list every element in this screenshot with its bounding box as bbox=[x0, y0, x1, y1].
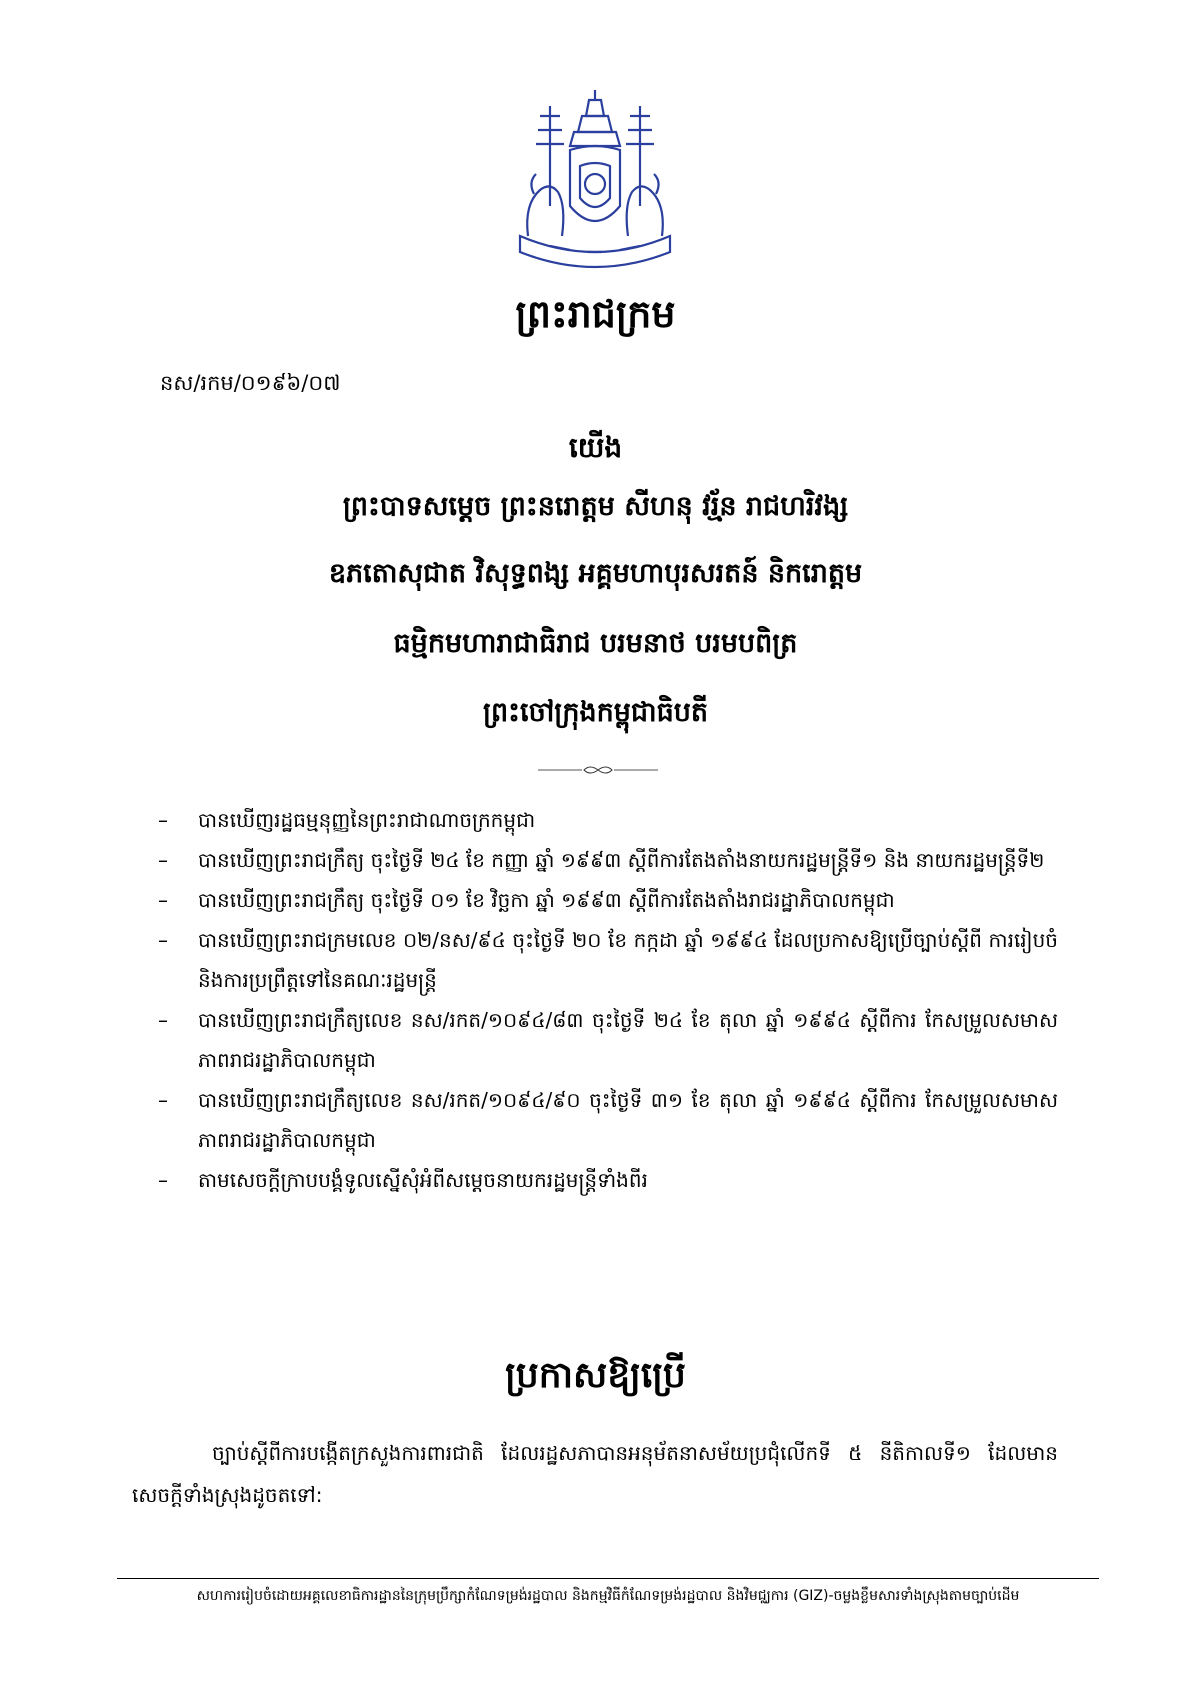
list-item bbox=[158, 1160, 1058, 1200]
bullet-dash: – bbox=[158, 888, 168, 912]
promulgation-text: ច្បាប់ស្តីពីការបង្កើតក្រសួងការពារជាតិ ដែលរដ្ឋសភាបានអនុម័តនាសម័យប្រជុំលើកទី ៥ នីតិកាលទី១ ដែលមានសេចក្តីទាំងស្រុងដូចតទៅ: bbox=[132, 1441, 1058, 1507]
consideration-text: បានឃើញព្រះរាជក្រមលេខ ០២/នស/៩៤ ចុះថ្ងៃទី ២០ ខែ កក្កដា ឆ្នាំ ១៩៩៤ ដែលប្រកាសឱ្យប្រើច្បាប់ស្តីពី ការរៀបចំនិងការប្រព្រឹត្តទៅនៃគណៈរដ្ឋមន្ត្រី bbox=[198, 928, 1058, 992]
bullet-dash: – bbox=[158, 1168, 168, 1192]
list-item bbox=[158, 800, 1058, 840]
royal-arms-emblem-icon bbox=[510, 86, 680, 276]
reference-number: នស/រកម/០១៩៦/០៧ bbox=[160, 371, 341, 395]
list-item bbox=[158, 880, 1058, 920]
divider-ornament-icon bbox=[538, 764, 658, 776]
footer-note: សហការរៀបចំដោយអគ្គលេខាធិការដ្ឋាននៃក្រុមប្រឹក្សាកំណែទម្រង់រដ្ឋបាល និងកម្មវិធីកំណែទម្រង់រដ្ឋបាល និងវិមជ្ឈការ (GIZ)-ចម្លងខ្លឹមសារទាំងស្រុងតាមច្បាប់ដើម bbox=[196, 1588, 1020, 1604]
bullet-dash: – bbox=[158, 808, 168, 832]
consideration-text: តាមសេចក្តីក្រាបបង្គំទូលស្នើសុំអំពីសម្តេចនាយករដ្ឋមន្ត្រីទាំងពីរ bbox=[198, 1168, 648, 1192]
sovereign-title-line-4: ព្រះចៅក្រុងកម្ពុជាធិបតី bbox=[482, 697, 709, 728]
sovereign-title-line-1: ព្រះបាទសម្តេច ព្រះនរោត្តម សីហនុ វរ្ម័ន រាជហរិវង្ស bbox=[342, 491, 849, 522]
list-item bbox=[158, 920, 1058, 1000]
list-item bbox=[158, 840, 1058, 880]
promulgation-heading: ប្រកាសឱ្យប្រើ bbox=[505, 1355, 686, 1396]
bullet-dash: – bbox=[158, 1008, 168, 1032]
bullet-dash: – bbox=[158, 848, 168, 872]
consideration-text: បានឃើញព្រះរាជក្រឹត្យលេខ នស/រកត/១០៩៤/៨៣ ចុះថ្ងៃទី ២៤ ខែ តុលា ឆ្នាំ ១៩៩៤ ស្តីពីការ កែសម្រួលសមាសភាពរាជរដ្ឋាភិបាលកម្ពុជា bbox=[198, 1008, 1058, 1072]
bullet-dash: – bbox=[158, 1088, 168, 1112]
footer-divider bbox=[117, 1578, 1099, 1579]
list-item bbox=[158, 1080, 1058, 1160]
list-item bbox=[158, 1000, 1058, 1080]
bullet-dash: – bbox=[158, 928, 168, 952]
decree-title: ព្រះរាជក្រម bbox=[515, 292, 676, 336]
considerations-list bbox=[158, 800, 1058, 1200]
consideration-text: បានឃើញរដ្ឋធម្មនុញ្ញនៃព្រះរាជាណាចក្រកម្ពុជា bbox=[198, 808, 536, 832]
consideration-text: បានឃើញព្រះរាជក្រឹត្យលេខ នស/រកត/១០៩៤/៩០ ចុះថ្ងៃទី ៣១ ខែ តុលា ឆ្នាំ ១៩៩៤ ស្តីពីការ កែសម្រួលសមាសភាពរាជរដ្ឋាភិបាលកម្ពុជា bbox=[198, 1088, 1058, 1152]
consideration-text: បានឃើញព្រះរាជក្រឹត្យ ចុះថ្ងៃទី ០១ ខែ វិច្ឆកា ឆ្នាំ ១៩៩៣ ស្តីពីការតែងតាំងរាជរដ្ឋាភិបាលកម្ពុជា bbox=[198, 888, 895, 912]
sovereign-title-line-3: ធម្មិកមហារាជាធិរាជ បរមនាថ បរមបពិត្រ bbox=[393, 628, 798, 659]
sovereign-title-line-2: ឧភតោសុជាត វិសុទ្ធពង្ស អគ្គមហាបុរសរតន៍ និករោត្តម bbox=[328, 558, 863, 589]
sovereign-we: យើង bbox=[568, 431, 623, 464]
consideration-text: បានឃើញព្រះរាជក្រឹត្យ ចុះថ្ងៃទី ២៤ ខែ កញ្ញា ឆ្នាំ ១៩៩៣ ស្តីពីការតែងតាំងនាយករដ្ឋមន្ត្រីទី១ និង នាយករដ្ឋមន្ត្រីទី២ bbox=[198, 848, 1045, 872]
